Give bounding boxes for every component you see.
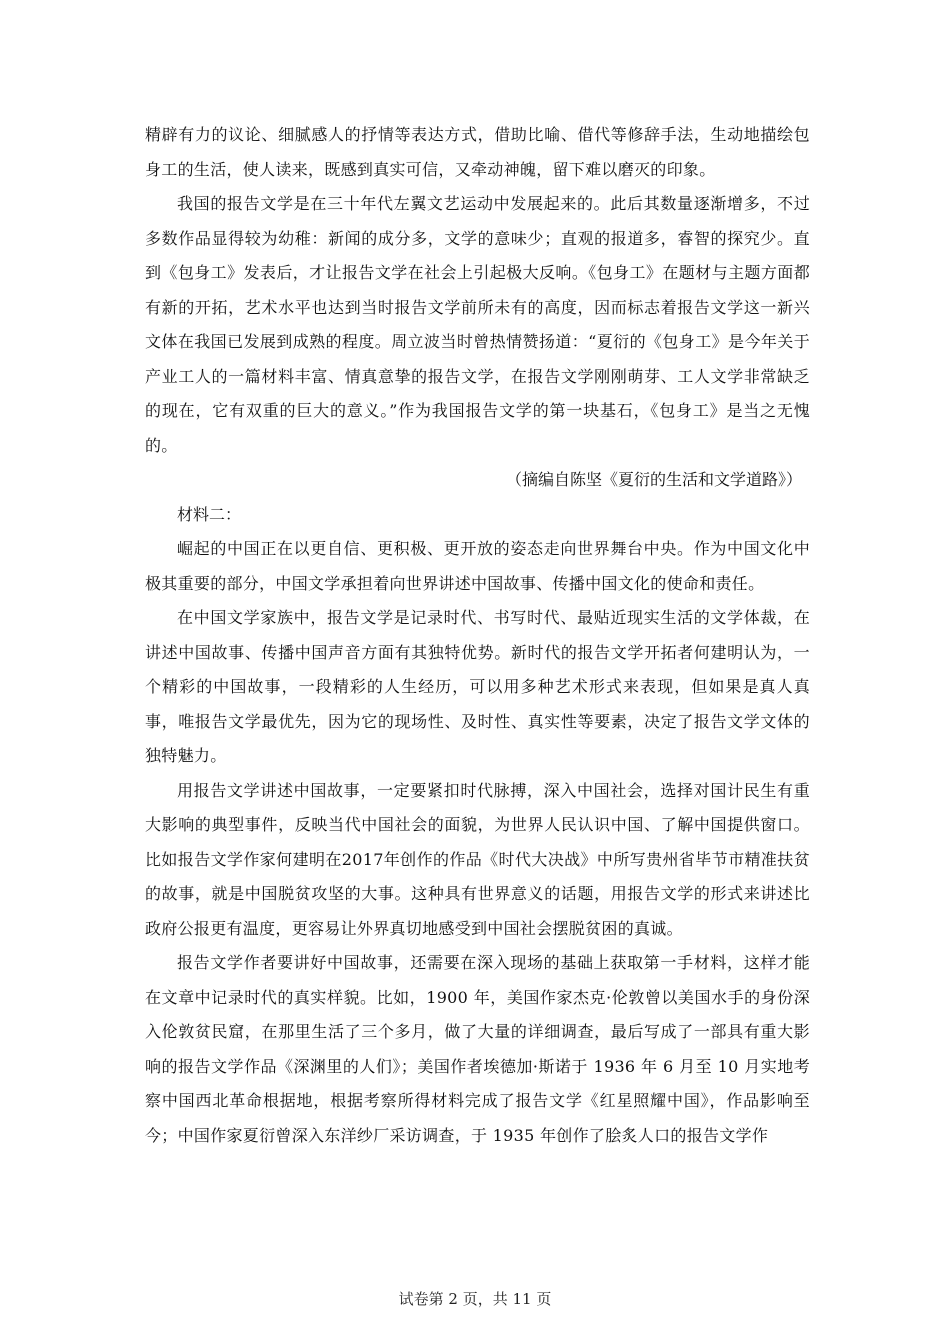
article-body	[145, 118, 810, 1153]
paragraph-family: 在中国文学家族中，报告文学是记录时代、书写时代、最贴近现实生活的文学体裁，在讲述中国故事、传播中国声音方面有其独特优势。新时代的报告文学开拓者何建明认为，一个精彩的中国故事，一段精彩的人生经历，可以用多种艺术形式来表现，但如果是真人真事，唯报告文学最优先，因为它的现场性、及时性、真实性等要素，决定了报告文学文体的独特魅力。	[145, 608, 810, 765]
paragraph-pulse: 用报告文学讲述中国故事，一定要紧扣时代脉搏，深入中国社会，选择对国计民生有重大影响的典型事件，反映当代中国社会的面貌，为世界人民认识中国、了解中国提供窗口。比如报告文学作家何建明在2017年创作的作品《时代大决战》中所写贵州省毕节市精准扶贫的故事，就是中国脱贫攻坚的大事。这种具有世界意义的话题，用报告文学的形式来讲述比政府公报更有温度，更容易让外界真切地感受到中国社会摆脱贫困的真诚。	[145, 780, 810, 938]
paragraph-firsthand: 报告文学作者要讲好中国故事，还需要在深入现场的基础上获取第一手材料，这样才能在文章中记录时代的真实样貌。比如，1900 年，美国作家杰克·伦敦曾以美国水手的身份深入伦敦贫民窟，在那里生活了三个多月，做了大量的详细调查，最后写成了一部具有重大影响的报告文学作品《深渊里的人们》；美国作者埃德加·斯诺于 1936 年 6 月至 10 月实地考察中国西北革命根据地，根据考察所得材料完成了报告文学《红星照耀中国》，作品影响至今；中国作家夏衍曾深入东洋纱厂采访调查，于 1935 年创作了脍炙人口的报告文学作	[145, 953, 810, 1145]
paragraph-continued: 精辟有力的议论、细腻感人的抒情等表达方式，借助比喻、借代等修辞手法，生动地描绘包身工的生活，使人读来，既感到真实可信，又牵动神魄，留下难以磨灭的印象。	[145, 125, 810, 179]
paragraph-rise: 崛起的中国正在以更自信、更积极、更开放的姿态走向世界舞台中央。作为中国文化中极其重要的部分，中国文学承担着向世界讲述中国故事、传播中国文化的使命和责任。	[145, 539, 810, 593]
source-citation: （摘编自陈坚《夏衍的生活和文学道路》）	[505, 470, 802, 489]
paragraph-history: 我国的报告文学是在三十年代左翼文艺运动中发展起来的。此后其数量逐渐增多，不过多数作品显得较为幼稚：新闻的成分多，文学的意味少；直观的报道多，睿智的探究少。直到《包身工》发表后，才让报告文学在社会上引起极大反响。《包身工》在题材与主题方面都有新的开拓，艺术水平也达到当时报告文学前所未有的高度，因而标志着报告文学这一新兴文体在我国已发展到成熟的程度。周立波当时曾热情赞扬道：“夏衍的《包身工》是今年关于产业工人的一篇材料丰富、情真意挚的报告文学，在报告文学刚刚萌芽、工人文学非常缺乏的现在，它有双重的巨大的意义。”作为我国报告文学的第一块基石，《包身工》是当之无愧的。	[145, 194, 810, 455]
page-footer: 试卷第 2 页，共 11 页	[398, 1290, 552, 1308]
material-two-label: 材料二：	[177, 504, 242, 524]
